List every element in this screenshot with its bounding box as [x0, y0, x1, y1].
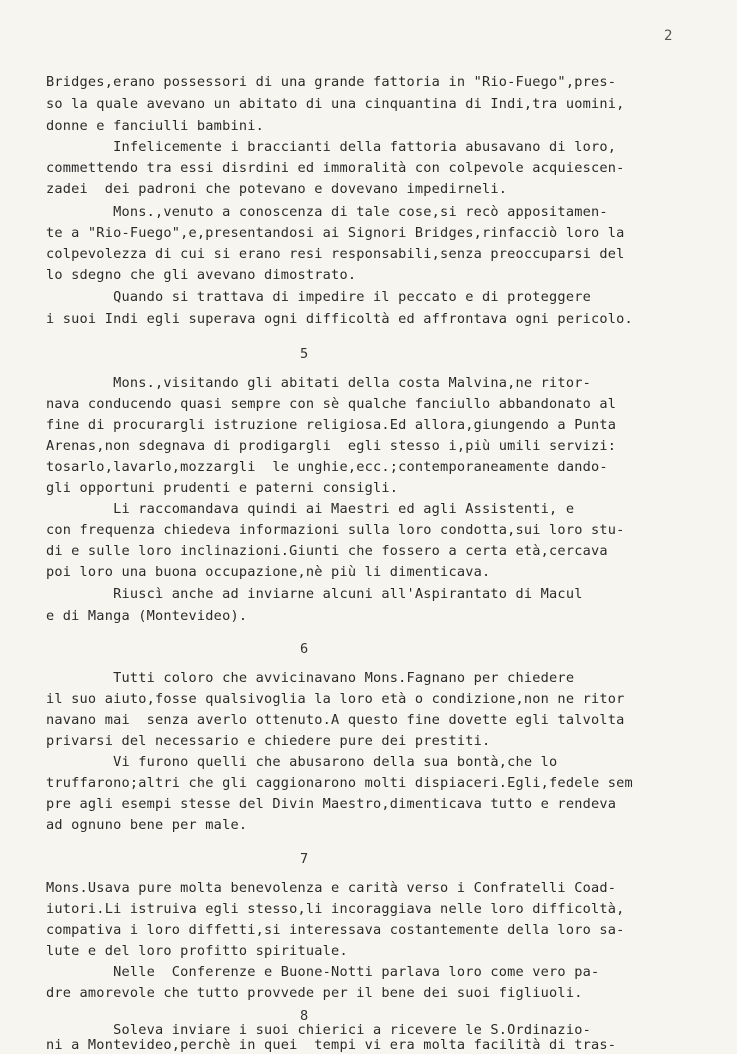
text-line: Mons.,venuto a conoscenza di tale cose,si recò appositamen-	[46, 204, 608, 220]
text-line: privarsi del necessario e chiedere pure dei prestiti.	[46, 733, 491, 749]
text-line: donne e fanciulli bambini.	[46, 118, 264, 134]
text-line: di e sulle loro inclinazioni.Giunti che fossero a certa età,cercava	[46, 543, 608, 559]
text-line: colpevolezza di cui si erano resi responsabili,senza preoccuparsi del	[46, 246, 625, 262]
text-line: e di Manga (Montevideo).	[46, 608, 248, 624]
text-line: dre amorevole che tutto provvede per il bene dei suoi figliuoli.	[46, 985, 583, 1001]
text-line: Mons.Usava pure molta benevolenza e carità verso i Confratelli Coad-	[46, 880, 617, 896]
text-line: commettendo tra essi disrdini ed immoralità con colpevole acquiescen-	[46, 160, 625, 176]
text-line: con frequenza chiedeva informazioni sulla loro condotta,sui loro stu-	[46, 522, 625, 538]
text-line: Soleva inviare i suoi chierici a ricevere le S.Ordinazio-	[46, 1022, 591, 1038]
text-line: so la quale avevano un abitato di una cinquantina di Indi,tra uomini,	[46, 96, 625, 112]
text-line: Arenas,non sdegnava di prodigargli egli stesso i,più umili servizi:	[46, 438, 617, 454]
text-line: lute e del loro profitto spirituale.	[46, 943, 348, 959]
text-line: truffarono;altri che gli caggionarono molti dispiaceri.Egli,fedele sem	[46, 775, 633, 791]
section-number: 6	[300, 641, 309, 657]
text-line: lo sdegno che gli avevano dimostrato.	[46, 267, 357, 283]
text-line: Tutti coloro che avvicinavano Mons.Fagnano per chiedere	[46, 670, 575, 686]
text-line: poi loro una buona occupazione,nè più li dimenticava.	[46, 564, 491, 580]
text-line: zadei dei padroni che potevano e dovevano impedirneli.	[46, 181, 508, 197]
text-line: navano mai senza averlo ottenuto.A questo fine dovette egli talvolta	[46, 712, 625, 728]
text-line: ni a Montevideo,perchè in quei tempi vi era molta facilità di tras-	[46, 1037, 617, 1053]
text-line: Vi furono quelli che abusarono della sua bontà,che lo	[46, 754, 558, 770]
text-line: te a "Rio-Fuego",e,presentandosi ai Signori Bridges,rinfacciò loro la	[46, 225, 625, 241]
text-line: tosarlo,lavarlo,mozzargli le unghie,ecc.;contemporaneamente dando-	[46, 459, 608, 475]
text-line: gli opportuni prudenti e paterni consigli.	[46, 480, 399, 496]
text-line: il suo aiuto,fosse qualsivoglia la loro età o condizione,non ne ritor	[46, 691, 625, 707]
text-line: i suoi Indi egli superava ogni difficoltà ed affrontava ogni pericolo.	[46, 311, 633, 327]
text-line: ad ognuno bene per male.	[46, 817, 248, 833]
text-line: compativa i loro diffetti,si interessava costantemente della loro sa-	[46, 922, 625, 938]
text-line: pre agli esempi stesse del Divin Maestro,dimenticava tutto e rendeva	[46, 796, 617, 812]
section-number: 5	[300, 346, 309, 362]
text-line: Li raccomandava quindi ai Maestri ed agli Assistenti, e	[46, 501, 575, 517]
section-number: 7	[300, 851, 309, 867]
text-line: Riuscì anche ad inviarne alcuni all'Aspirantato di Macul	[46, 586, 583, 602]
page-number: 2	[664, 28, 673, 44]
text-line: fine di procurargli istruzione religiosa.Ed allora,giungendo a Punta	[46, 417, 617, 433]
section-number: 8	[300, 1008, 309, 1024]
text-line: Infelicemente i braccianti della fattoria abusavano di loro,	[46, 139, 617, 155]
text-line: Quando si trattava di impedire il peccato e di proteggere	[46, 289, 591, 305]
text-line: nava conducendo quasi sempre con sè qualche fanciullo abbandonato al	[46, 396, 617, 412]
text-line: Bridges,erano possessori di una grande fattoria in "Rio-Fuego",pres-	[46, 74, 617, 90]
text-line: Mons.,visitando gli abitati della costa Malvina,ne ritor-	[46, 375, 591, 391]
text-line: iutori.Li istruiva egli stesso,li incoraggiava nelle loro difficoltà,	[46, 901, 625, 917]
text-line: Nelle Conferenze e Buone-Notti parlava loro come vero pa-	[46, 964, 600, 980]
